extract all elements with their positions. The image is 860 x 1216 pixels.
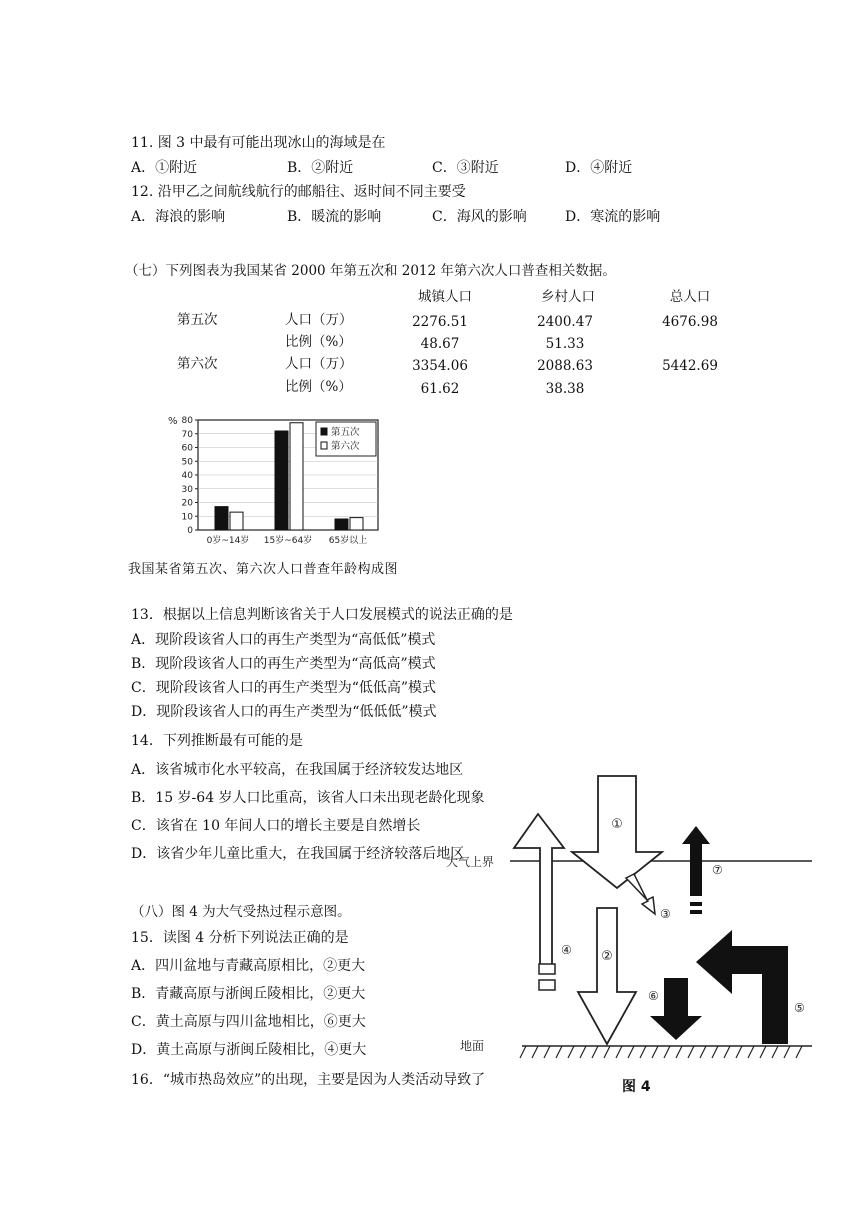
y-axis-unit: % bbox=[168, 416, 178, 427]
q12-option-d: D．寒流的影响 bbox=[565, 209, 661, 225]
q14-option-d: D．该省少年儿童比重大，在我国属于经济较落后地区 bbox=[131, 846, 465, 862]
bar-sixth-census bbox=[290, 423, 303, 530]
table-header-rural: 乡村人口 bbox=[541, 289, 595, 305]
bar-sixth-census bbox=[350, 518, 363, 530]
figure4-atmosphere-diagram bbox=[440, 768, 820, 1068]
table-cell: 5442.69 bbox=[662, 358, 718, 374]
q16-stem: 16．“城市热岛效应”的出现，主要是因为人类活动导致了 bbox=[131, 1072, 486, 1088]
q15-option-c: C．黄土高原与四川盆地相比，⑥更大 bbox=[131, 1014, 366, 1030]
table-row-label: 比例（%） bbox=[285, 334, 352, 350]
marker-3: ③ bbox=[660, 907, 671, 921]
arrow-4-segment bbox=[539, 980, 555, 990]
ground-hatching bbox=[520, 1046, 802, 1058]
table-census-label: 第五次 bbox=[177, 312, 218, 328]
table-cell: 3354.06 bbox=[412, 358, 468, 374]
marker-7: ⑦ bbox=[712, 863, 723, 877]
table-cell: 4676.98 bbox=[662, 314, 718, 330]
bar-fifth-census bbox=[215, 507, 228, 530]
q13-option-d: D．现阶段该省人口的再生产类型为“低低低”模式 bbox=[131, 704, 437, 720]
table-row-label: 比例（%） bbox=[285, 379, 352, 395]
table-cell: 2400.47 bbox=[537, 314, 593, 330]
table-cell: 2088.63 bbox=[537, 358, 593, 374]
table-cell: 2276.51 bbox=[412, 314, 468, 330]
table-header-total: 总人口 bbox=[669, 289, 711, 305]
y-tick-label: 60 bbox=[181, 443, 193, 454]
q13-stem: 13．根据以上信息判断该省关于人口发展模式的说法正确的是 bbox=[131, 607, 513, 623]
section8-intro: （八）图 4 为大气受热过程示意图。 bbox=[131, 904, 351, 920]
marker-4: ④ bbox=[561, 943, 572, 957]
marker-6: ⑥ bbox=[648, 989, 659, 1003]
q14-option-b: B．15 岁-64 岁人口比重高，该省人口未出现老龄化现象 bbox=[131, 790, 485, 806]
figure4-caption: 图 4 bbox=[622, 1079, 651, 1095]
arrow-4-ground-radiation bbox=[514, 814, 564, 970]
y-tick-label: 80 bbox=[181, 416, 193, 426]
q13-option-a: A．现阶段该省人口的再生产类型为“高低低”模式 bbox=[131, 632, 436, 648]
table-row-label: 人口（万） bbox=[285, 356, 353, 372]
y-tick-label: 70 bbox=[181, 429, 193, 440]
ground-label: 地面 bbox=[460, 1039, 485, 1053]
table-cell: 61.62 bbox=[420, 381, 460, 397]
y-tick-label: 20 bbox=[181, 498, 193, 509]
q12-option-b: B．暖流的影响 bbox=[287, 209, 382, 225]
bar-fifth-census bbox=[335, 519, 348, 530]
marker-5: ⑤ bbox=[794, 1001, 805, 1015]
marker-2: ② bbox=[601, 949, 613, 964]
legend-label: 第五次 bbox=[331, 427, 360, 438]
y-tick-label: 0 bbox=[187, 526, 193, 536]
q11-option-d: D．④附近 bbox=[565, 160, 633, 176]
table-cell: 51.33 bbox=[545, 336, 585, 352]
q14-option-c: C．该省在 10 年间人口的增长主要是自然增长 bbox=[131, 818, 421, 834]
y-tick-label: 50 bbox=[181, 457, 193, 468]
arrow-5-ground-heating-air bbox=[696, 930, 788, 1044]
bar-sixth-census bbox=[230, 512, 243, 530]
table-cell: 38.38 bbox=[545, 381, 585, 397]
q11-option-c: C．③附近 bbox=[432, 160, 499, 176]
arrow-1-solar-radiation bbox=[572, 776, 662, 888]
q13-option-b: B．现阶段该省人口的再生产类型为“高低高”模式 bbox=[131, 656, 436, 672]
table-header-urban: 城镇人口 bbox=[418, 289, 472, 305]
q15-option-d: D．黄土高原与浙闽丘陵相比，④更大 bbox=[131, 1042, 367, 1058]
arrow-7-segment bbox=[690, 902, 702, 906]
y-tick-label: 10 bbox=[181, 512, 193, 523]
arrow-6-atmospheric-counter-radiation bbox=[650, 978, 702, 1040]
arrow-2-surface-radiation-received bbox=[578, 908, 636, 1044]
x-category-label: 0岁~14岁 bbox=[206, 536, 250, 546]
q11-option-a: A．①附近 bbox=[131, 160, 198, 176]
section7-intro: （七）下列图表为我国某省 2000 年第五次和 2012 年第六次人口普查相关数据。 bbox=[125, 263, 616, 279]
y-tick-label: 30 bbox=[181, 484, 193, 495]
q12-option-c: C．海风的影响 bbox=[432, 209, 527, 225]
q12-option-a: A．海浪的影响 bbox=[131, 209, 226, 225]
q12-stem: 12. 沿甲乙之间航线航行的邮船往、返时间不同主要受 bbox=[131, 184, 466, 200]
arrow-3-scattered bbox=[626, 874, 655, 914]
arrow-4-segment bbox=[539, 964, 555, 974]
table-cell: 48.67 bbox=[420, 336, 460, 352]
q15-stem: 15．读图 4 分析下列说法正确的是 bbox=[131, 930, 349, 946]
q14-option-a: A．该省城市化水平较高，在我国属于经济较发达地区 bbox=[131, 762, 464, 778]
x-category-label: 15岁~64岁 bbox=[263, 536, 313, 546]
y-tick-label: 40 bbox=[181, 471, 193, 481]
q15-option-b: B．青藏高原与浙闽丘陵相比，②更大 bbox=[131, 986, 366, 1002]
x-category-label: 65岁以上 bbox=[328, 536, 368, 546]
q11-option-b: B．②附近 bbox=[287, 160, 354, 176]
q11-stem: 11. 图 3 中最有可能出现冰山的海域是在 bbox=[131, 135, 386, 151]
marker-1: ① bbox=[611, 817, 623, 832]
atmosphere-top-label: 大气上界 bbox=[446, 855, 495, 869]
legend-swatch bbox=[321, 442, 327, 449]
q15-option-a: A．四川盆地与青藏高原相比，②更大 bbox=[131, 958, 366, 974]
legend-swatch bbox=[321, 428, 327, 435]
arrow-7-segment bbox=[690, 910, 702, 914]
q14-stem: 14．下列推断最有可能的是 bbox=[131, 733, 303, 749]
q13-option-c: C．现阶段该省人口的再生产类型为“低低高”模式 bbox=[131, 680, 437, 696]
table-census-label: 第六次 bbox=[177, 356, 218, 372]
age-structure-chart bbox=[160, 410, 400, 556]
chart-caption: 我国某省第五次、第六次人口普查年龄构成图 bbox=[128, 562, 399, 577]
legend-label: 第六次 bbox=[331, 441, 360, 452]
table-row-label: 人口（万） bbox=[285, 312, 353, 328]
bar-fifth-census bbox=[275, 431, 288, 530]
